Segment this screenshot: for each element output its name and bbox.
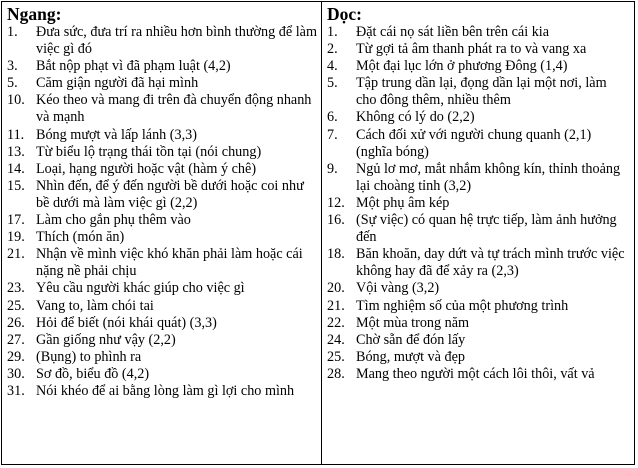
clue-text: Ngủ lơ mơ, mắt nhắm không kín, thỉnh thoảng lại choàng tỉnh (3,2) <box>356 160 621 194</box>
down-clue <box>327 75 630 109</box>
clue-number: 7. <box>327 126 338 143</box>
clue-number: 31. <box>7 382 25 399</box>
clue-number: 22. <box>327 314 345 331</box>
clue-text: Nói khéo để ai bằng lòng làm gì lợi cho mình <box>36 382 295 399</box>
clue-text: Cách đối xử với người chung quanh (2,1) (nghĩa bóng) <box>356 126 592 160</box>
clue-number: 1. <box>7 24 18 40</box>
clue-number: 13. <box>7 143 25 160</box>
clue-number: 16. <box>327 212 345 229</box>
clue-text: Từ biểu lộ trạng thái tồn tại (nói chung) <box>36 143 262 160</box>
across-clues-column <box>2 2 322 464</box>
clue-text: Không có lý do (2,2) <box>356 109 475 126</box>
down-clue <box>327 315 630 332</box>
clue-number: 20. <box>327 280 345 297</box>
clue-text: Vội vàng (3,2) <box>356 280 440 297</box>
across-clue <box>7 178 317 212</box>
clue-number: 14. <box>7 160 25 177</box>
across-clue <box>7 349 317 366</box>
clue-number: 25. <box>327 348 345 365</box>
down-clue <box>327 41 630 58</box>
clue-number: 1. <box>327 24 338 40</box>
down-clue <box>327 24 630 41</box>
clue-number: 3. <box>7 58 18 75</box>
clue-number: 19. <box>7 229 25 246</box>
down-clue <box>327 212 630 246</box>
clue-number: 28. <box>327 365 345 382</box>
clue-text: Hỏi để biết (nói khái quát) (3,3) <box>36 314 217 331</box>
across-clue <box>7 127 317 144</box>
down-clue <box>327 58 630 75</box>
across-clue <box>7 58 317 75</box>
clue-number: 9. <box>327 160 338 177</box>
across-clue <box>7 75 317 92</box>
clue-text: Nhìn đến, để ý đến người bề dưới hoặc coi như bề dưới mà làm việc gì (2,2) <box>36 177 304 211</box>
clue-number: 25. <box>7 297 25 314</box>
across-clue <box>7 144 317 161</box>
across-clue <box>7 161 317 178</box>
across-clue <box>7 298 317 315</box>
clue-number: 21. <box>7 246 25 263</box>
clue-text: Bắt nộp phạt vì đã phạm luật (4,2) <box>36 58 231 75</box>
clue-number: 18. <box>327 246 345 263</box>
clue-text: Bóng, mượt và đẹp <box>356 348 465 365</box>
clue-text: Chờ sẵn để đón lấy <box>356 331 466 348</box>
clue-number: 17. <box>7 212 25 229</box>
clue-number: 27. <box>7 331 25 348</box>
down-clue <box>327 246 630 280</box>
across-clue-list <box>7 24 317 400</box>
clue-number: 26. <box>7 314 25 331</box>
across-clue <box>7 383 317 400</box>
down-clue <box>327 349 630 366</box>
clue-number: 4. <box>327 58 338 75</box>
clue-text: Băn khoăn, day dứt và tự trách mình trước việc không hay đã để xảy ra (2,3) <box>356 246 625 280</box>
down-clue <box>327 195 630 212</box>
clue-text: Từ gợi tả âm thanh phát ra to và vang xa <box>356 41 587 58</box>
across-clue <box>7 229 317 246</box>
clue-text: Căm giận người đã hại mình <box>36 75 199 92</box>
clue-text: Vang to, làm chói tai <box>36 297 154 314</box>
down-heading: Dọc: <box>327 4 362 24</box>
clue-text: Đưa sức, đưa trí ra nhiều hơn bình thường để làm việc gì đó <box>36 24 317 58</box>
clue-text: Nhận về mình việc khó khăn phải làm hoặc cái nặng nề phải chịu <box>36 246 303 280</box>
clue-text: Tìm nghiệm số của một phương trình <box>356 297 569 314</box>
down-clue <box>327 332 630 349</box>
clue-text: Thích (món ăn) <box>36 229 125 246</box>
across-heading: Ngang: <box>7 4 62 24</box>
clue-number: 30. <box>7 365 25 382</box>
clue-text: (Bụng) to phình ra <box>36 348 142 365</box>
clue-number: 29. <box>7 348 25 365</box>
clue-text: (Sự việc) có quan hệ trực tiếp, làm ảnh hưởng đến <box>356 212 617 246</box>
clue-text: Mang theo người một cách lôi thôi, vất vả <box>356 365 595 382</box>
down-clue <box>327 127 630 161</box>
clue-number: 10. <box>7 92 25 109</box>
clue-text: Đặt cái nọ sát liền bên trên cái kia <box>356 24 550 40</box>
clue-number: 23. <box>7 280 25 297</box>
down-clue-list <box>327 24 630 383</box>
clue-number: 2. <box>327 41 338 58</box>
across-clue <box>7 280 317 297</box>
across-clue <box>7 92 317 126</box>
clue-number: 12. <box>327 194 345 211</box>
clue-number: 15. <box>7 177 25 194</box>
across-clue <box>7 246 317 280</box>
down-clue <box>327 366 630 383</box>
across-clue <box>7 366 317 383</box>
clue-text: Một phụ âm kép <box>356 194 450 211</box>
down-clue <box>327 280 630 297</box>
down-clue <box>327 298 630 315</box>
down-clue <box>327 161 630 195</box>
clue-text: Làm cho gắn phụ thêm vào <box>36 212 191 229</box>
crossword-clues-table <box>1 1 635 465</box>
down-clues-column <box>322 2 634 464</box>
across-clue <box>7 332 317 349</box>
clue-number: 21. <box>327 297 345 314</box>
across-clue <box>7 24 317 58</box>
clue-number: 5. <box>327 75 338 92</box>
clue-text: Một đại lục lớn ở phương Đông (1,4) <box>356 58 568 75</box>
clue-number: 5. <box>7 75 18 92</box>
clue-text: Loại, hạng người hoặc vật (hàm ý chê) <box>36 160 257 177</box>
clue-number: 24. <box>327 331 345 348</box>
clue-text: Sơ đồ, biểu đồ (4,2) <box>36 365 150 382</box>
across-clue <box>7 315 317 332</box>
clue-text: Một mùa trong năm <box>356 314 470 331</box>
clue-text: Kéo theo và mang đi trên đà chuyển động nhanh và mạnh <box>36 92 312 126</box>
clue-text: Gần giống như vậy (2,2) <box>36 331 176 348</box>
clue-text: Yêu cầu người khác giúp cho việc gì <box>36 280 245 297</box>
clue-number: 11. <box>7 126 25 143</box>
down-clue <box>327 109 630 126</box>
clue-text: Bóng mượt và lấp lánh (3,3) <box>36 126 197 143</box>
clue-text: Tập trung dần lại, đọng dần lại một nơi, làm cho đông thêm, nhiều thêm <box>356 75 607 109</box>
across-clue <box>7 212 317 229</box>
clue-number: 6. <box>327 109 338 126</box>
